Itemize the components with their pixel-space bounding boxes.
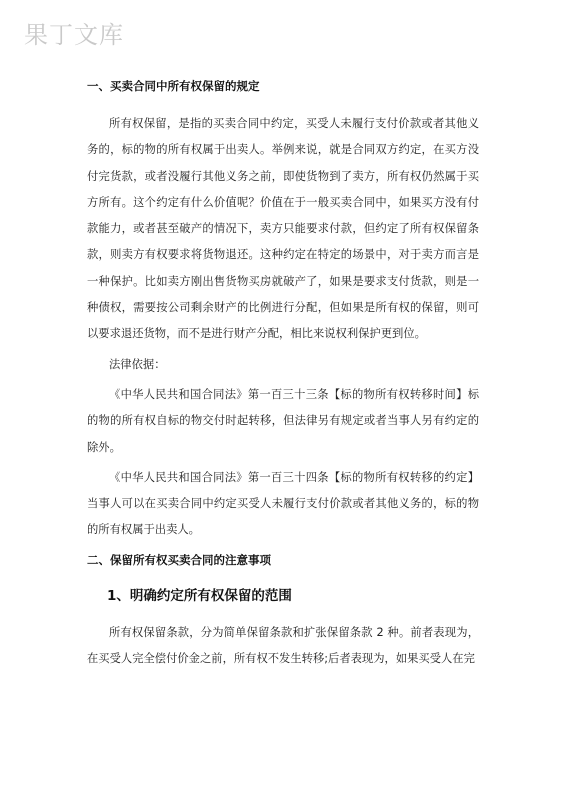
section-heading-1: 一、买卖合同中所有权保留的规定 [87,79,260,93]
paragraph-legal-basis-label: 法律依据： [109,357,166,371]
paragraph-article-134: 《中华人民共和国合同法》第一百三十四条【标的物所有权转移的约定】当事人可以在买卖合同中约定买受人未履行支付价款或者其他义务的，标的物的所有权属于出卖人。 [87,470,479,537]
paragraph-article-133: 《中华人民共和国合同法》第一百三十三条【标的物所有权转移时间】标的物的所有权自标的物交付时起转移，但法律另有规定或者当事人另有约定的除外。 [87,387,479,454]
section-heading-2: 二、保留所有权买卖合同的注意事项 [87,552,271,567]
document-body [87,76,479,676]
watermark-logo: 果丁文库 [24,21,124,49]
paragraph-definition: 所有权保留，是指的买卖合同中约定，买受人未履行支付价款或者其他义务的，标的物的所有权属于出卖人。举例来说，就是合同双方约定，在买方没付完货款，或者没履行其他义务之前，即使货物到了卖方，所有权仍然属于买方所有。这个约定有什么价值呢？价值在于一般买卖合同中，如果买方没有付款能力，或者甚至破产的情况下，卖方只能要求付款，但约定了所有权保留条款，则卖方有权要求将货物退还。这种约定在特定的场景中，对于卖方而言是一种保护。比如卖方刚出售货物买房就破产了，如果是要求支付货款，则是一种债权，需要按公司剩余财产的比例进行分配，但如果是所有权的保留，则可以要求退还货物，而不是进行财产分配，相比来说权利保护更到位。 [87,117,479,341]
paragraph-retention-clause: 所有权保留条款，分为简单保留条款和扩张保留条款 2 种。前者表现为，在买受人完全偿付价金之前，所有权不发生转移;后者表现为，如果买受人在完 [87,625,479,666]
subsection-heading-1: 1、明确约定所有权保留的范围 [107,587,292,604]
